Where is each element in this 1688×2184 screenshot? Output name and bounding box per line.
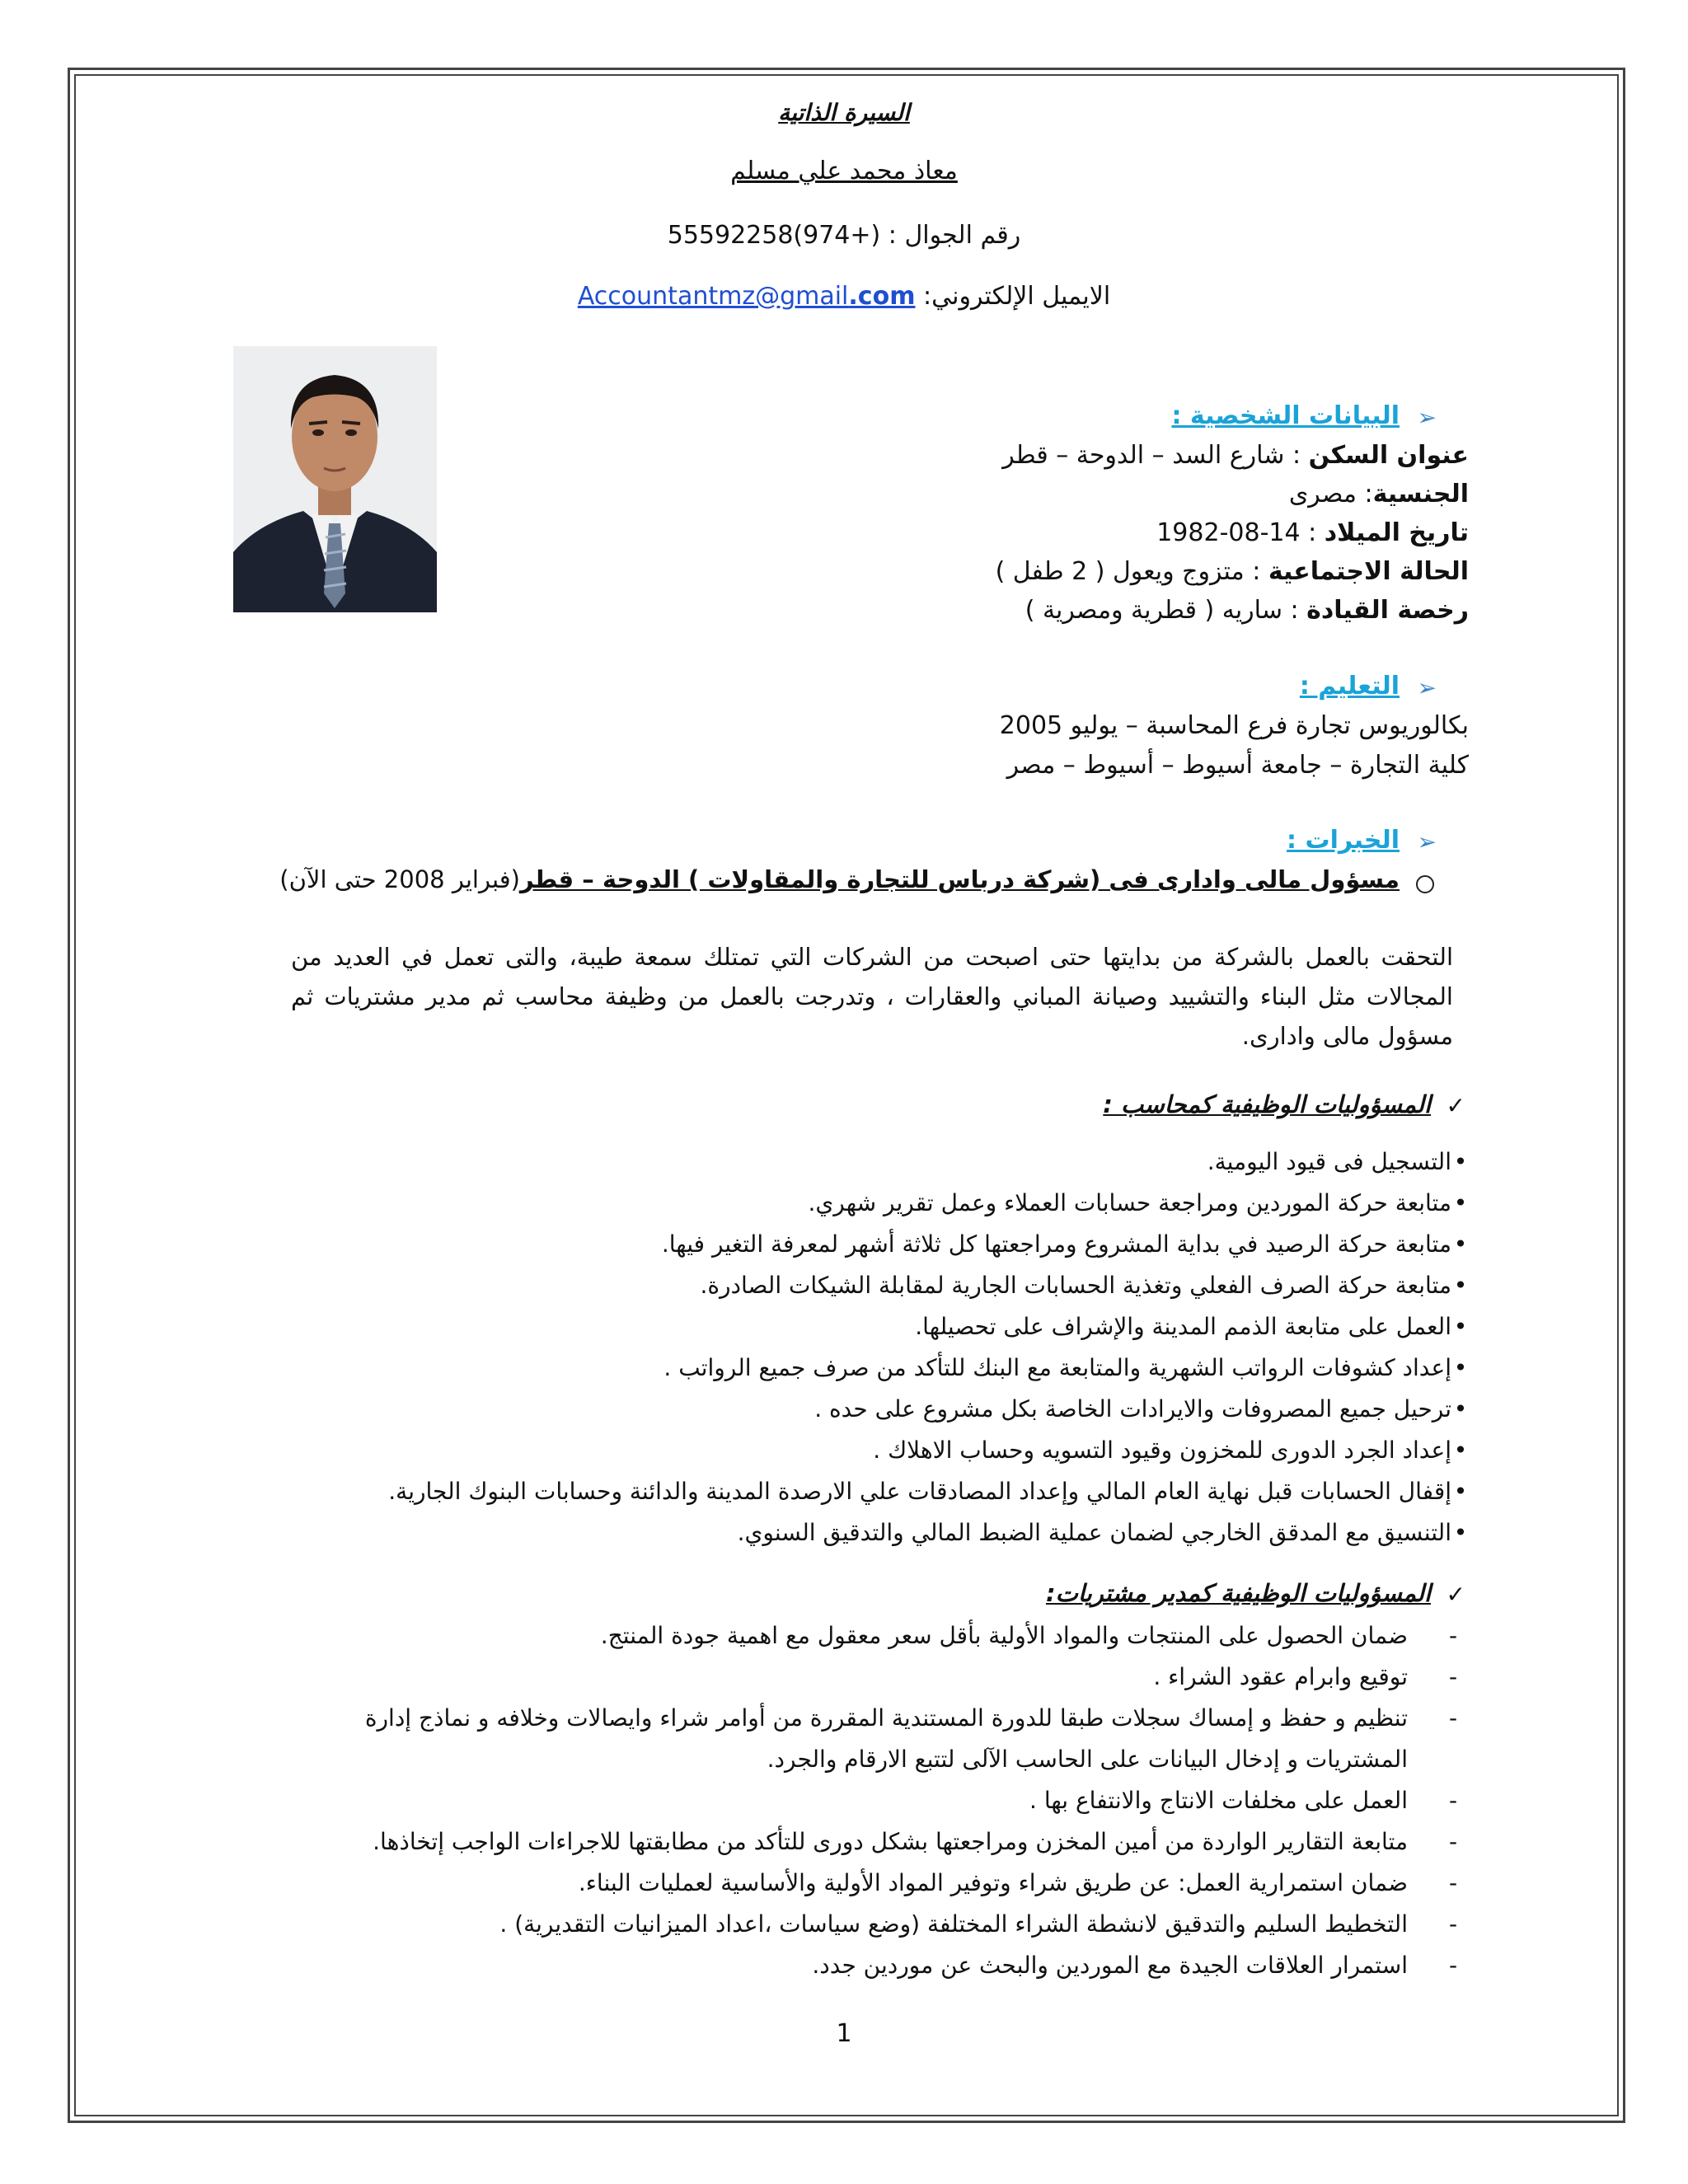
personal-row-nationality: الجنسية: مصرى: [1288, 480, 1469, 509]
list-item: - استمرار العلاقات الجيدة مع الموردين والبحث عن موردين جدد.: [812, 1952, 1458, 1979]
arrow-bullet-icon: ➢: [1417, 674, 1437, 701]
personal-heading: البيانات الشخصية :: [1171, 401, 1400, 430]
page-number: 1: [836, 2019, 852, 2048]
accountant-heading: المسؤوليات الوظيفية كمحاسب :: [1103, 1090, 1431, 1118]
profile-photo-image: [233, 346, 437, 612]
accountant-list: [388, 1141, 1470, 1554]
email-link[interactable]: [578, 282, 916, 311]
education-line: كلية التجارة – جامعة أسيوط – أسيوط – مصر: [1006, 751, 1469, 780]
list-item: - العمل على مخلفات الانتاج والانتفاع بها .: [1029, 1787, 1458, 1814]
email-label: الايميل الإلكتروني:: [923, 282, 1111, 311]
personal-row-license: رخصة القيادة : ساريه ( قطرية ومصرية ): [1025, 596, 1469, 625]
arrow-bullet-icon: ➢: [1417, 828, 1437, 855]
checkmark-icon: ✓: [1446, 1092, 1465, 1119]
list-item: - ضمان استمرارية العمل: عن طريق شراء وتوفير المواد الأولية والأساسية لعمليات البناء.: [578, 1869, 1458, 1896]
phone-line: [0, 221, 1688, 250]
list-item: •متابعة حركة الرصيد في بداية المشروع ومراجعتها كل ثلاثة أشهر لمعرفة التغير فيها.: [661, 1230, 1468, 1258]
list-item: - متابعة التقارير الواردة من أمين المخزن ومراجعتها بشكل دورى للتأكد من مطابقتها للاجراءات الواجب إتخاذها.: [373, 1828, 1458, 1855]
applicant-name: معاذ محمد علي مسلم: [730, 157, 958, 185]
job-line: [279, 865, 1400, 893]
purchasing-heading: المسؤوليات الوظيفية كمدير مشتريات:: [1045, 1579, 1431, 1607]
document-title: السيرة الذاتية: [778, 99, 910, 126]
arrow-bullet-icon: ➢: [1417, 404, 1437, 431]
circle-bullet-icon: [1416, 875, 1434, 893]
list-item: •إقفال الحسابات قبل نهاية العام المالي وإعداد المصادقات علي الارصدة المدينة والدائنة وحسابات البنوك الجارية.: [388, 1478, 1468, 1505]
list-item: •متابعة حركة الموردين ومراجعة حسابات العملاء وعمل تقرير شهري.: [808, 1189, 1468, 1216]
profile-photo: [233, 346, 437, 612]
email-tld: .com: [848, 282, 916, 311]
education-line: بكالوريوس تجارة فرع المحاسبة – يوليو 2005: [999, 711, 1469, 740]
list-item: •إعداد الجرد الدورى للمخزون وقيود التسويه وحساب الاهلاك .: [873, 1436, 1468, 1464]
purchasing-list: [312, 1615, 1465, 1986]
email-user: Accountantmz@gmail: [577, 282, 849, 311]
personal-row-address: عنوان السكن : شارع السد – الدوحة – قطر: [1002, 441, 1469, 470]
list-item: •ترحيل جميع المصروفات والايرادات الخاصة بكل مشروع على حده .: [814, 1395, 1468, 1422]
list-item: - تنظيم و حفظ و إمساك سجلات طبقا للدورة المستندية المقررة من أوامر شراء وايصالات وخلافه و نماذج إدارة المشتريات و إدخال البيانات على الحاسب الآلى لتتبع الارقام والجرد.: [364, 1704, 1458, 1773]
list-item: •العمل على متابعة الذمم المدينة والإشراف على تحصيلها.: [915, 1313, 1468, 1340]
list-item: •التنسيق مع المدقق الخارجي لضمان عملية الضبط المالي والتدقيق السنوي.: [737, 1519, 1468, 1546]
list-item: •التسجيل فى قيود اليومية.: [1207, 1148, 1468, 1175]
list-item: - التخطيط السليم والتدقيق لانشطة الشراء المختلفة (وضع سياسات ،اعداد الميزانيات التقديرية) .: [499, 1910, 1458, 1938]
list-item: •إعداد كشوفات الرواتب الشهرية والمتابعة مع البنك للتأكد من صرف جميع الرواتب .: [663, 1354, 1468, 1381]
list-item: - توقيع وابرام عقود الشراء .: [1153, 1663, 1458, 1690]
phone-value: 55592258(974+): [667, 221, 881, 250]
personal-row-birthdate: تاريخ الميلاد : 14-08-1982: [1156, 518, 1469, 547]
list-item: - ضمان الحصول على المنتجات والمواد الأولية بأقل سعر معقول مع اهمية جودة المنتج.: [600, 1622, 1458, 1649]
email-line: [0, 282, 1688, 311]
list-item: •متابعة حركة الصرف الفعلي وتغذية الحسابات الجارية لمقابلة الشيكات الصادرة.: [700, 1272, 1468, 1299]
experience-description: التحقت بالعمل بالشركة من بدايتها حتى اصبحت من الشركات التي تمتلك سمعة طيبة، والتى تعمل في العديد من المجالات مثل البناء والتشييد وصيانة المباني والعقارات ، وتدرجت بالعمل من وظيفة محاسب ثم مدير مشتريات ثم مسؤول مالى وادارى.: [291, 943, 1453, 1050]
experience-heading: الخبرات :: [1287, 826, 1400, 855]
checkmark-icon: ✓: [1446, 1581, 1465, 1608]
education-heading: التعليم :: [1299, 672, 1400, 701]
phone-label: رقم الجوال :: [888, 221, 1021, 250]
personal-row-marital: الحالة الاجتماعية : متزوج ويعول ( 2 طفل ): [995, 557, 1469, 586]
job-period: (فبراير 2008 حتى الآن): [279, 865, 520, 893]
job-title: مسؤول مالى وادارى فى (شركة درباس للتجارة والمقاولات ) الدوحة – قطر: [519, 865, 1400, 893]
